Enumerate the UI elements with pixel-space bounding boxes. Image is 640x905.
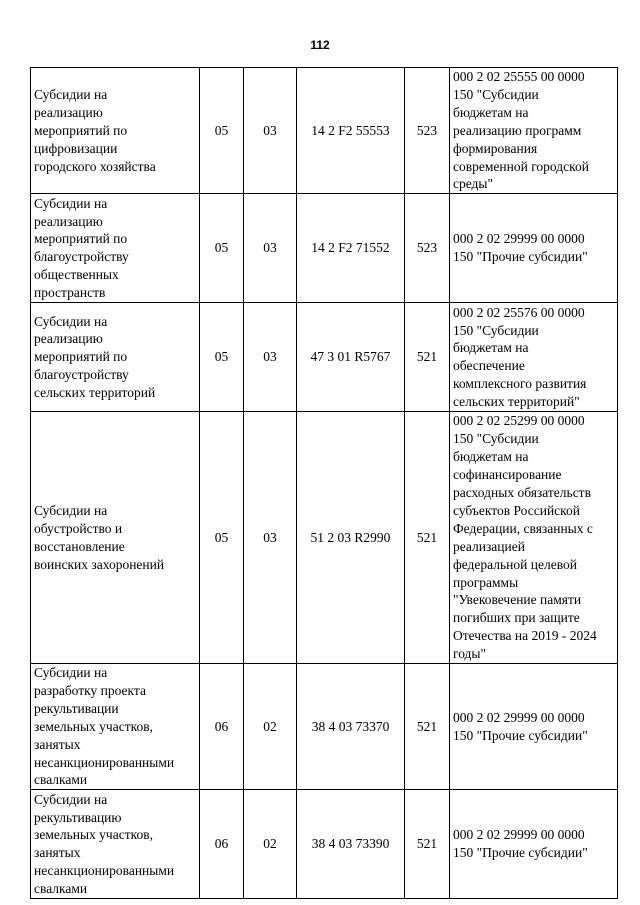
revenue-code-cell (450, 194, 618, 303)
subsidy-name-cell-line: Субсидии на (34, 502, 108, 518)
revenue-code-cell-line: "Увековечение памяти (453, 592, 582, 608)
target-article-cell: 47 3 01 R5767 (297, 303, 405, 412)
table-row (31, 194, 618, 303)
revenue-code-cell-line: формирования (453, 140, 538, 156)
target-article-cell: 38 4 03 73370 (297, 664, 405, 790)
subsidy-name-cell-line: рекультивацию (34, 809, 122, 825)
revenue-code-cell (450, 303, 618, 412)
subsidy-name-cell (31, 790, 200, 899)
revenue-code-cell-line: 150 "Субсидии (453, 86, 539, 102)
subsidy-name-cell-line: свалками (34, 772, 88, 788)
section-cell: 05 (200, 194, 244, 303)
subsidy-name-cell (31, 68, 200, 194)
subsection-cell: 02 (244, 790, 297, 899)
revenue-code-cell-line: сельских территорий" (453, 394, 580, 410)
revenue-code-cell-line: федеральной целевой (453, 556, 577, 572)
revenue-code-cell-line: погибших при защите (453, 610, 580, 626)
subsidy-name-cell (31, 412, 200, 664)
subsidy-name-cell-line: реализацию (34, 104, 103, 120)
subsidy-name-cell-line: воинских захоронений (34, 556, 165, 572)
subsidy-name-cell-line: восстановление (34, 538, 125, 554)
revenue-code-cell-line: 150 "Субсидии (453, 322, 539, 338)
subsidy-name-cell-line: общественных (34, 267, 119, 283)
subsidy-name-cell-line: занятых (34, 736, 81, 752)
revenue-code-cell-line: 000 2 02 29999 00 0000 (453, 231, 585, 247)
target-article-cell: 14 2 F2 71552 (297, 194, 405, 303)
revenue-code-cell-line: 000 2 02 25576 00 0000 (453, 304, 585, 320)
revenue-code-cell-line: годы" (453, 646, 487, 662)
revenue-code-cell-line: реализацию программ (453, 122, 582, 138)
revenue-code-cell-line: бюджетам на (453, 340, 529, 356)
section-cell: 06 (200, 790, 244, 899)
subsidy-name-cell-line: городского хозяйства (34, 158, 156, 174)
revenue-code-cell-line: 000 2 02 29999 00 0000 (453, 827, 585, 843)
expense-type-cell: 521 (405, 303, 450, 412)
expense-type-cell: 523 (405, 68, 450, 194)
subsidy-name-cell-line: занятых (34, 845, 81, 861)
subsidy-name-cell-line: благоустройству (34, 249, 129, 265)
subsidy-name-cell-line: мероприятий по (34, 231, 128, 247)
section-cell: 05 (200, 303, 244, 412)
revenue-code-cell-line: 000 2 02 25299 00 0000 (453, 413, 585, 429)
subsidy-name-cell-line: мероприятий по (34, 349, 128, 365)
revenue-code-cell-line: среды" (453, 176, 494, 192)
expense-type-cell: 521 (405, 790, 450, 899)
revenue-code-cell-line: бюджетам на (453, 104, 529, 120)
revenue-code-cell (450, 790, 618, 899)
target-article-cell: 14 2 F2 55553 (297, 68, 405, 194)
subsidy-name-cell-line: Субсидии на (34, 665, 108, 681)
subsection-cell: 03 (244, 194, 297, 303)
section-cell: 05 (200, 412, 244, 664)
subsidy-name-cell-line: несанкционированными (34, 754, 175, 770)
subsidy-name-cell-line: разработку проекта (34, 682, 146, 698)
subsidy-name-cell-line: Субсидии на (34, 313, 108, 329)
table-row (31, 664, 618, 790)
revenue-code-cell-line: 150 "Прочие субсидии" (453, 249, 588, 265)
table-row (31, 68, 618, 194)
subsidy-name-cell-line: земельных участков, (34, 718, 153, 734)
subsidy-name-cell-line: цифровизации (34, 140, 118, 156)
budget-table (30, 67, 618, 899)
subsidy-name-cell-line: земельных участков, (34, 827, 153, 843)
revenue-code-cell-line: обеспечение (453, 358, 525, 374)
subsidy-name-cell (31, 303, 200, 412)
subsidy-name-cell-line: благоустройству (34, 367, 129, 383)
section-cell: 05 (200, 68, 244, 194)
subsidy-name-cell-line: мероприятий по (34, 122, 128, 138)
revenue-code-cell (450, 412, 618, 664)
subsidy-name-cell-line: рекультивации (34, 700, 119, 716)
table-row (31, 790, 618, 899)
revenue-code-cell-line: реализацией (453, 538, 525, 554)
revenue-code-cell-line: расходных обязательств (453, 484, 591, 500)
subsection-cell: 03 (244, 412, 297, 664)
revenue-code-cell-line: современной городской (453, 158, 589, 174)
subsidy-name-cell-line: Субсидии на (34, 86, 108, 102)
revenue-code-cell-line: 000 2 02 25555 00 0000 (453, 69, 585, 84)
revenue-code-cell (450, 664, 618, 790)
revenue-code-cell-line: 000 2 02 29999 00 0000 (453, 709, 585, 725)
table-row (31, 303, 618, 412)
target-article-cell: 51 2 03 R2990 (297, 412, 405, 664)
revenue-code-cell (450, 68, 618, 194)
page-number: 112 (310, 38, 330, 52)
expense-type-cell: 521 (405, 412, 450, 664)
subsidy-name-cell-line: Субсидии на (34, 791, 108, 807)
expense-type-cell: 523 (405, 194, 450, 303)
revenue-code-cell-line: программы (453, 574, 519, 590)
subsidy-name-cell-line: пространств (34, 285, 106, 301)
section-cell: 06 (200, 664, 244, 790)
revenue-code-cell-line: софинансирование (453, 467, 562, 483)
subsidy-name-cell-line: реализацию (34, 213, 103, 229)
subsidy-name-cell-line: реализацию (34, 331, 103, 347)
subsidy-name-cell (31, 664, 200, 790)
subsidy-name-cell-line: сельских территорий (34, 385, 156, 401)
subsection-cell: 02 (244, 664, 297, 790)
subsidy-name-cell (31, 194, 200, 303)
subsection-cell: 03 (244, 68, 297, 194)
table-row (31, 412, 618, 664)
revenue-code-cell-line: бюджетам на (453, 449, 529, 465)
subsidy-name-cell-line: несанкционированными (34, 863, 175, 879)
revenue-code-cell-line: комплексного развития (453, 376, 587, 392)
expense-type-cell: 521 (405, 664, 450, 790)
revenue-code-cell-line: Отечества на 2019 - 2024 (453, 628, 597, 644)
revenue-code-cell-line: 150 "Субсидии (453, 431, 539, 447)
subsidy-name-cell-line: Субсидии на (34, 195, 108, 211)
subsidy-name-cell-line: обустройство и (34, 520, 123, 536)
revenue-code-cell-line: Федерации, связанных с (453, 520, 593, 536)
revenue-code-cell-line: 150 "Прочие субсидии" (453, 845, 588, 861)
subsidy-name-cell-line: свалками (34, 881, 88, 897)
revenue-code-cell-line: субъектов Российской (453, 502, 581, 518)
subsection-cell: 03 (244, 303, 297, 412)
target-article-cell: 38 4 03 73390 (297, 790, 405, 899)
revenue-code-cell-line: 150 "Прочие субсидии" (453, 727, 588, 743)
